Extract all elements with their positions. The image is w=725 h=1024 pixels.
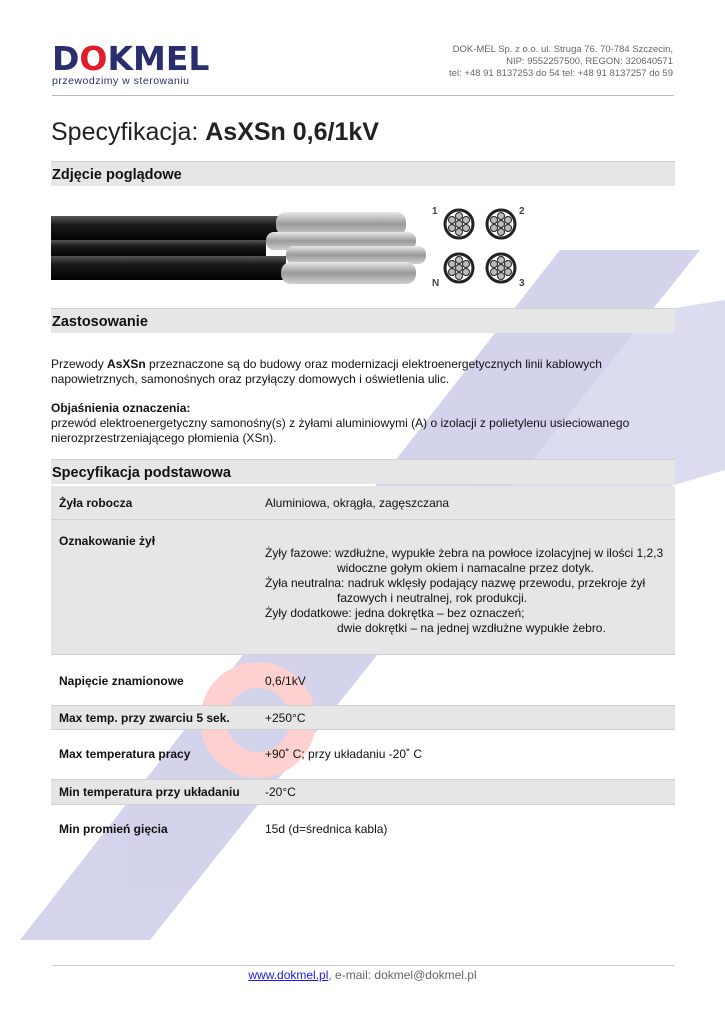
table-row	[51, 729, 675, 779]
spec-key: Oznakowanie żył	[51, 519, 257, 654]
designation-explanation	[51, 401, 675, 446]
company-logo[interactable]	[52, 39, 210, 87]
explanation-text: przewód elektroenergetyczny samonośny(s) z żyłami aluminiowymi (A) o izolacji z polietylenu usieciowanego nierozprzestrzeniającego płomienia (XSn).	[51, 416, 630, 445]
spec-key: Żyła robocza	[51, 486, 257, 519]
marking-line: Żyły fazowe: wzdłużne, wypukłe żebra na powłoce izolacyjnej w ilości 1,2,3	[265, 545, 664, 560]
product-name: AsXSn 0,6/1kV	[205, 118, 379, 146]
section-spec: Specyfikacja podstawowa	[51, 459, 675, 484]
spec-key: Napięcie znamionowe	[51, 654, 257, 705]
company-ids: NIP: 9552257500, REGON: 320640571	[506, 56, 673, 67]
company-info	[449, 44, 673, 80]
spec-value-wire-marking	[257, 519, 675, 654]
explanation-title: Objaśnienia oznaczenia:	[51, 401, 191, 415]
core-label-n: N	[432, 278, 440, 289]
core-label-1: 1	[432, 206, 438, 217]
spec-key: Min promień gięcia	[59, 821, 168, 836]
company-address: DOK-MEL Sp. z o.o. ul. Struga 76. 70-784 Szczecin,	[452, 44, 673, 55]
spec-key: Max temp. przy zwarciu 5 sek.	[51, 705, 257, 729]
core-label-2: 2	[519, 206, 525, 217]
website-link[interactable]: www.dokmel.pl	[248, 968, 329, 982]
cable-photo	[51, 198, 541, 298]
spec-value: +250°C	[257, 705, 675, 729]
footer-email: , e-mail: dokmel@dokmel.pl	[328, 968, 477, 982]
table-row	[51, 486, 675, 519]
product-code: AsXSn	[107, 357, 146, 371]
spec-key: Min temperatura przy układaniu	[51, 779, 257, 804]
spec-value: +90˚ C; przy układaniu -20˚ C	[257, 729, 675, 779]
logo-wordmark: DOKMEL	[52, 39, 210, 78]
company-phones: tel: +48 91 8137253 do 54 tel: +48 91 8137257 do 59	[449, 68, 673, 79]
marking-line: fazowych i neutralnej, rok produkcji.	[337, 590, 528, 605]
core-label-3: 3	[519, 278, 525, 289]
footer	[0, 968, 725, 982]
page-title: Specyfikacja: AsXSn 0,6/1kV	[51, 118, 379, 146]
table-row	[51, 519, 675, 654]
footer-divider	[52, 965, 674, 966]
usage-paragraph: Przewody AsXSn przeznaczone są do budowy oraz modernizacji elektroenergetycznych linii kablowych napowietrznych, samonośnych oraz przyłączy domowych i oświetlenia ulic.	[51, 357, 602, 386]
table-row	[51, 779, 675, 804]
header-divider	[52, 95, 674, 96]
spec-table	[51, 486, 675, 844]
marking-line: Żyła neutralna: nadruk wklęsły podający nazwę przewodu, przekroje żył	[265, 575, 646, 590]
table-row	[51, 804, 675, 844]
section-photo: Zdjęcie poglądowe	[51, 161, 675, 186]
table-row	[51, 654, 675, 705]
marking-line: dwie dokrętki – na jednej wzdłużne wypukłe żebro.	[337, 620, 606, 635]
section-usage: Zastosowanie	[51, 308, 675, 333]
logo-tagline: przewodzimy w sterowaniu	[52, 75, 190, 87]
spec-value: -20°C	[257, 779, 675, 804]
spec-value: Aluminiowa, okrągła, zagęszczana	[257, 486, 675, 519]
marking-line: Żyły dodatkowe: jedna dokrętka – bez oznaczeń;	[265, 605, 525, 620]
table-row	[51, 705, 675, 729]
spec-value: 15d (d=średnica kabla)	[265, 821, 388, 836]
marking-line: widoczne gołym okiem i namacalne przez dotyk.	[337, 560, 594, 575]
spec-key: Max temperatura pracy	[51, 729, 257, 779]
spec-value: 0,6/1kV	[257, 654, 675, 705]
